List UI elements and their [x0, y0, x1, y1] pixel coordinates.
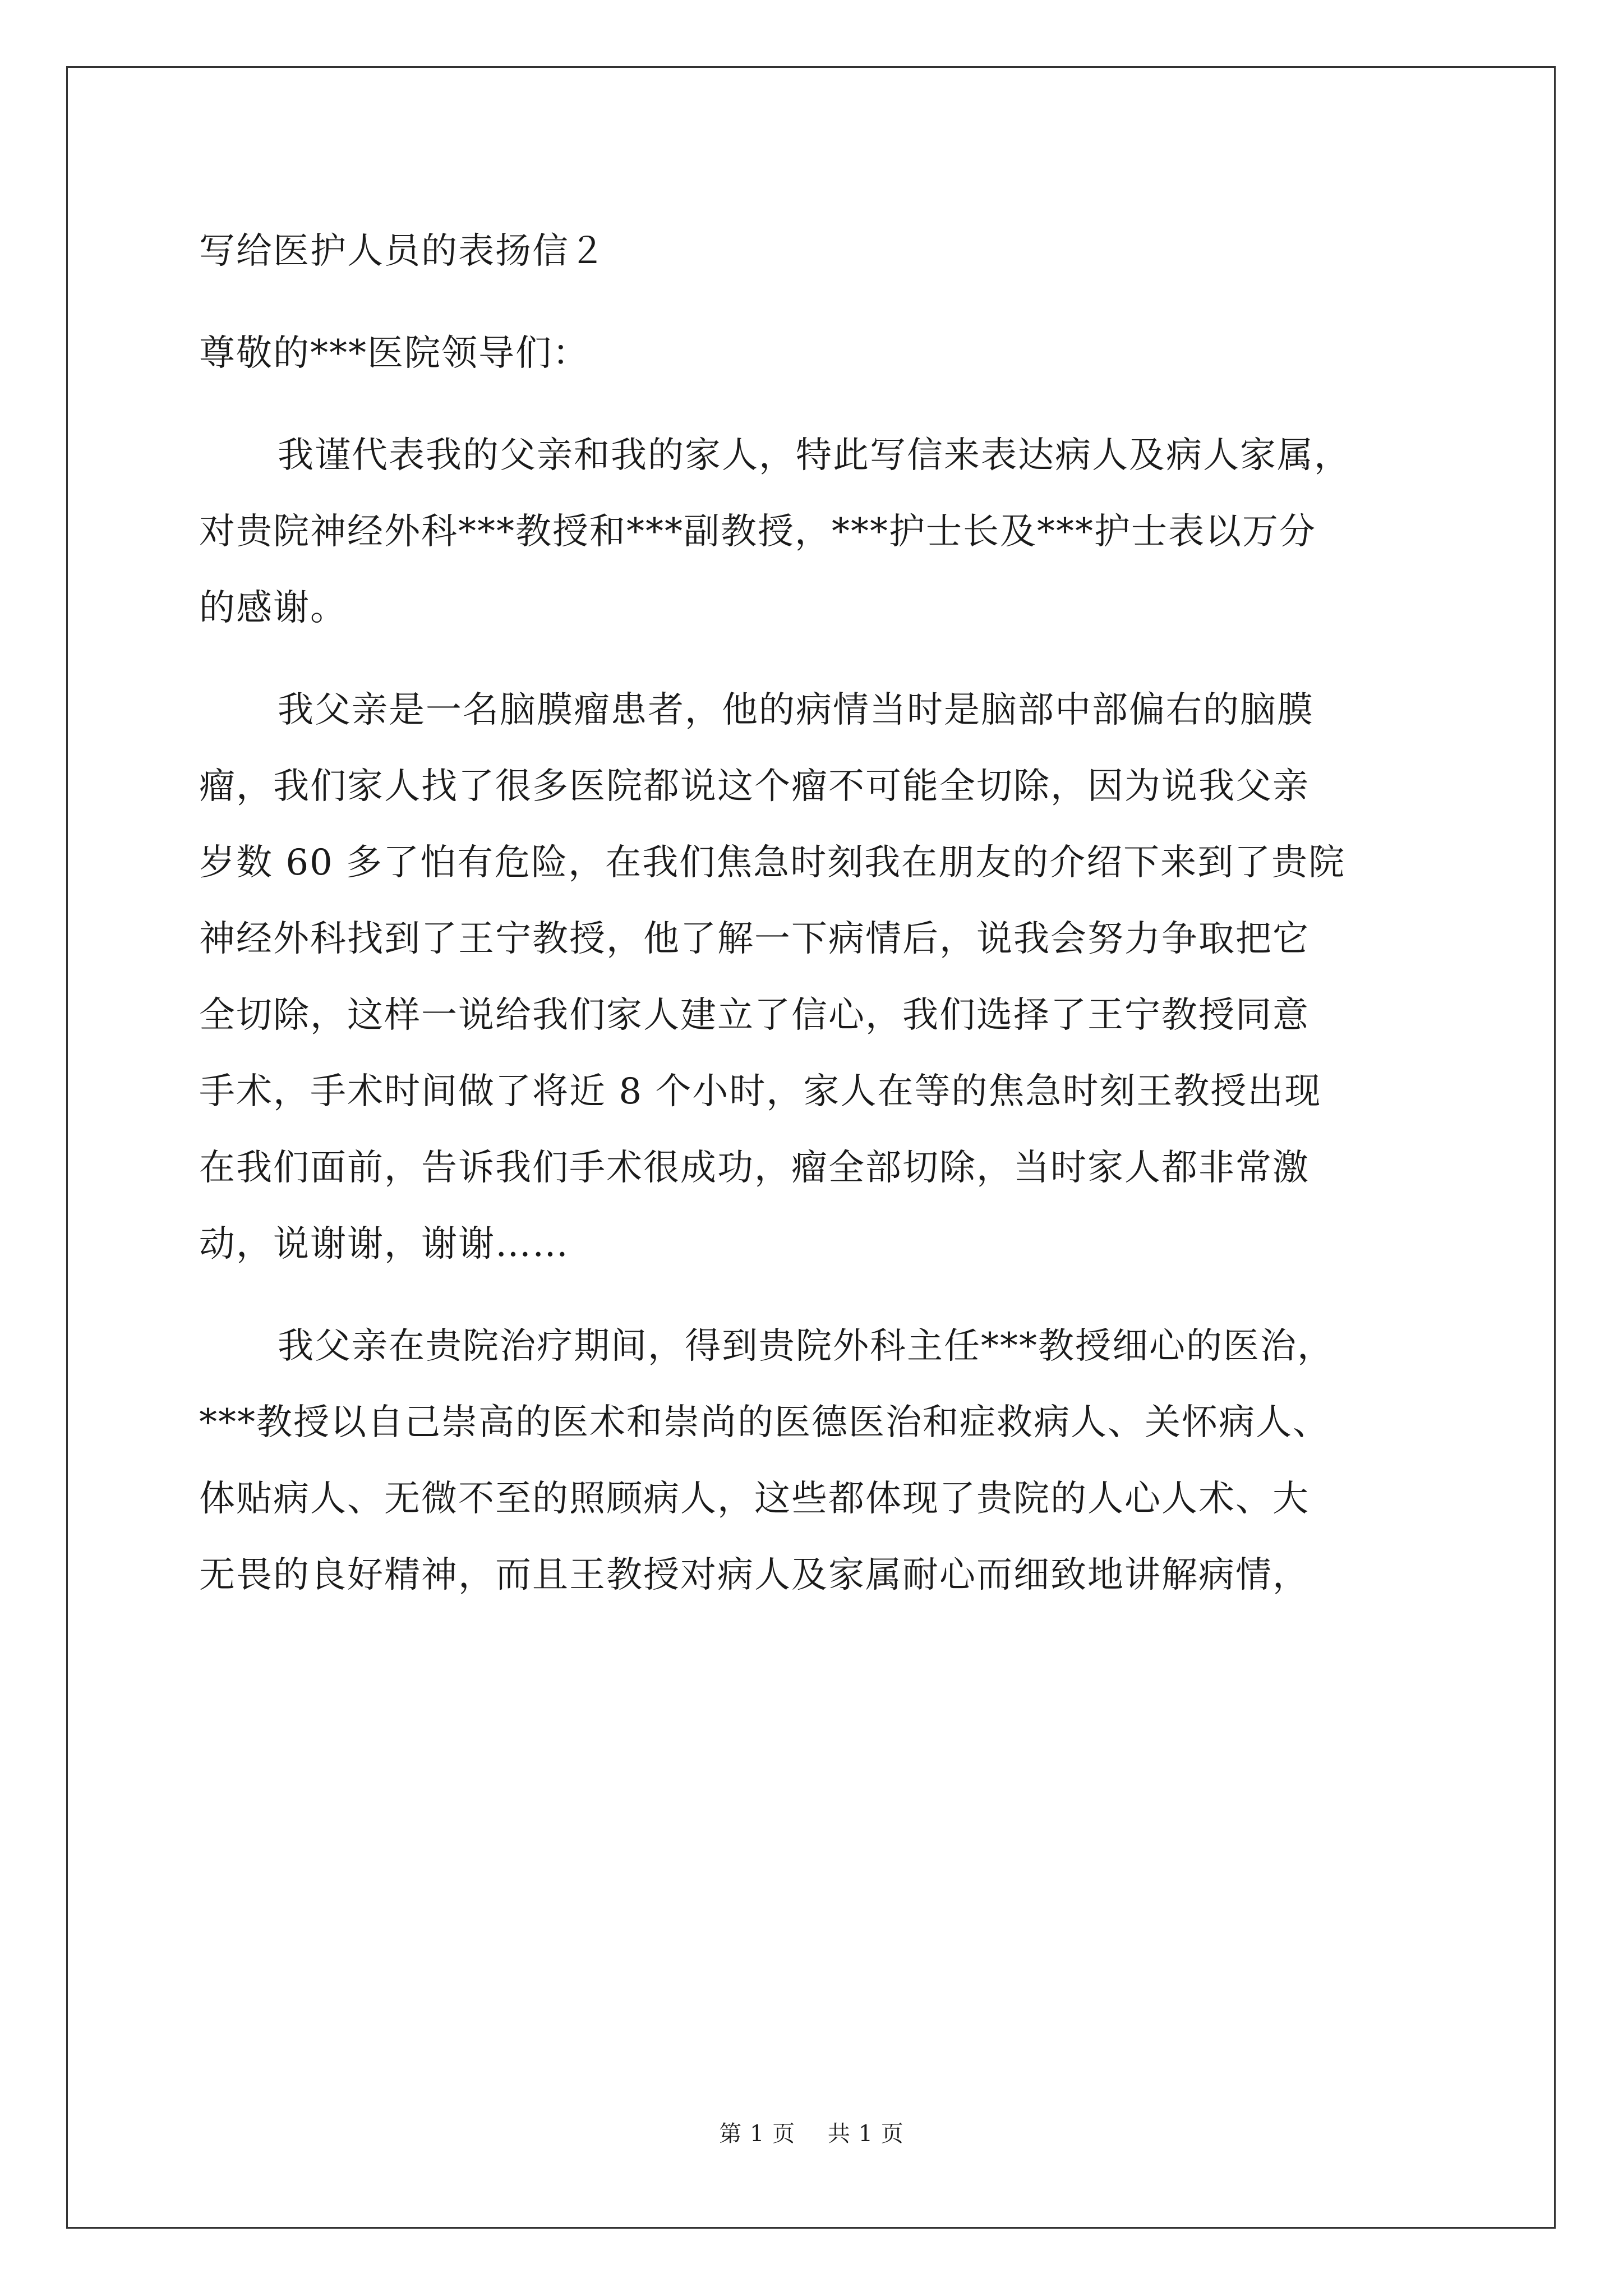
- paragraph-line: 全切除，这样一说给我们家人建立了信心，我们选择了王宁教授同意: [199, 995, 1310, 1036]
- paragraph-line: 神经外科找到了王宁教授，他了解一下病情后，说我会努力争取把它: [199, 918, 1310, 960]
- paragraph-1: [199, 417, 1436, 646]
- paragraph-line: 在我们面前，告诉我们手术很成功，瘤全部切除，当时家人都非常激: [199, 1147, 1310, 1189]
- paragraph-line: 我父亲是一名脑膜瘤患者，他的病情当时是脑部中部偏右的脑膜: [278, 689, 1314, 731]
- paragraph-2: [199, 672, 1436, 1282]
- paragraph-3: [199, 1308, 1436, 1613]
- paragraph-line: 体贴病人、无微不至的照顾病人，这些都体现了贵院的人心人术、大: [199, 1478, 1310, 1520]
- paragraph-line: ***教授以自己崇高的医术和崇尚的医德医治和症救病人、关怀病人、: [199, 1402, 1330, 1443]
- paragraph-line: 手术，手术时间做了将近 8 个小时，家人在等的焦急时刻王教授出现: [199, 1071, 1322, 1112]
- paragraph-line: 瘤，我们家人找了很多医院都说这个瘤不可能全切除，因为说我父亲: [199, 766, 1310, 807]
- page-number: 第 1 页: [719, 2121, 796, 2147]
- paragraph-line: 的感谢。: [199, 587, 347, 629]
- document-title: 写给医护人员的表扬信２: [199, 231, 606, 272]
- paragraph-line: 无畏的良好精神，而且王教授对病人及家属耐心而细致地讲解病情，: [199, 1554, 1310, 1596]
- paragraph-line: 对贵院神经外科***教授和***副教授，***护士长及***护士表以万分: [199, 511, 1316, 553]
- paragraph-line: 动，说谢谢，谢谢……: [199, 1223, 569, 1265]
- paragraph-line: 我谨代表我的父亲和我的家人，特此写信来表达病人及病人家属，: [278, 435, 1351, 476]
- salutation: 尊敬的***医院领导们：: [199, 333, 589, 374]
- paragraph-line: 岁数 60 多了怕有危险，在我们焦急时刻我在朋友的介绍下来到了贵院: [199, 842, 1346, 884]
- page-total: 共 1 页: [827, 2121, 904, 2147]
- letter-body: [199, 213, 1436, 1639]
- paragraph-line: 我父亲在贵院治疗期间，得到贵院外科主任***教授细心的医治，: [278, 1326, 1334, 1367]
- page-footer: [0, 2118, 1623, 2150]
